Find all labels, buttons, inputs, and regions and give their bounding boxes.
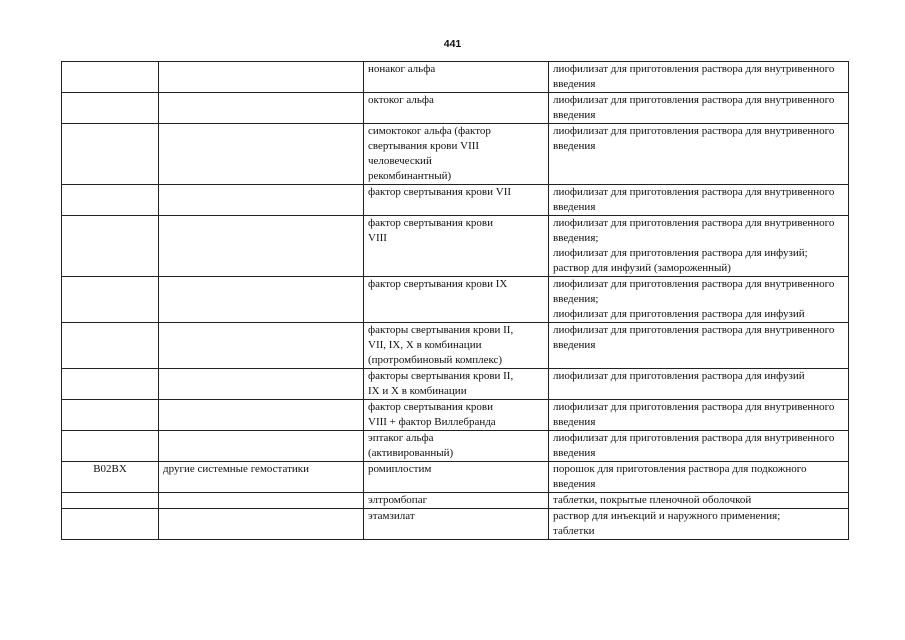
group-name-cell <box>159 509 364 540</box>
atc-code-cell <box>62 124 159 185</box>
dosage-form-cell: лиофилизат для приготовления раствора для внутривенного введения <box>549 323 849 369</box>
dosage-form-cell: лиофилизат для приготовления раствора для внутривенного введения <box>549 62 849 93</box>
atc-code-cell <box>62 185 159 216</box>
atc-code-cell <box>62 323 159 369</box>
table-row <box>62 323 849 369</box>
table-row <box>62 369 849 400</box>
atc-code-cell <box>62 369 159 400</box>
drug-table <box>61 61 849 540</box>
table-row <box>62 493 849 509</box>
group-name-cell <box>159 124 364 185</box>
drug-name-cell: эптаког альфа (активированный) <box>364 431 549 462</box>
drug-name-cell: фактор свертывания крови VII <box>364 185 549 216</box>
dosage-form-cell: лиофилизат для приготовления раствора для внутривенного введения <box>549 185 849 216</box>
table-row <box>62 509 849 540</box>
atc-code-cell <box>62 62 159 93</box>
atc-code-cell <box>62 400 159 431</box>
atc-code-cell <box>62 493 159 509</box>
atc-code-cell <box>62 277 159 323</box>
dosage-form-cell: раствор для инъекций и наружного применения; таблетки <box>549 509 849 540</box>
table-row <box>62 216 849 277</box>
dosage-form-cell: лиофилизат для приготовления раствора для внутривенного введения <box>549 400 849 431</box>
table-row <box>62 462 849 493</box>
dosage-form-cell: лиофилизат для приготовления раствора для внутривенного введения; лиофилизат для приготовления раствора для инфузий <box>549 277 849 323</box>
group-name-cell <box>159 277 364 323</box>
group-name-cell <box>159 369 364 400</box>
group-name-cell <box>159 62 364 93</box>
drug-name-cell: фактор свертывания крови VIII <box>364 216 549 277</box>
dosage-form-cell: лиофилизат для приготовления раствора для внутривенного введения; лиофилизат для приготовления раствора для инфузий; раствор для инфузий (замороженный) <box>549 216 849 277</box>
drug-name-cell: факторы свертывания крови II, VII, IX, X в комбинации (протромбиновый комплекс) <box>364 323 549 369</box>
group-name-cell <box>159 216 364 277</box>
drug-name-cell: элтромбопаг <box>364 493 549 509</box>
table-row <box>62 277 849 323</box>
group-name-cell <box>159 323 364 369</box>
dosage-form-cell: лиофилизат для приготовления раствора для инфузий <box>549 369 849 400</box>
atc-code-cell <box>62 216 159 277</box>
drug-name-cell: ромиплостим <box>364 462 549 493</box>
drug-name-cell: этамзилат <box>364 509 549 540</box>
group-name-cell <box>159 431 364 462</box>
atc-code-cell <box>62 93 159 124</box>
group-name-cell <box>159 185 364 216</box>
table-row <box>62 185 849 216</box>
drug-name-cell: октоког альфа <box>364 93 549 124</box>
atc-code-cell <box>62 431 159 462</box>
atc-code-cell: B02BX <box>62 462 159 493</box>
group-name-cell: другие системные гемостатики <box>159 462 364 493</box>
drug-name-cell: факторы свертывания крови II, IX и X в комбинации <box>364 369 549 400</box>
table-row <box>62 93 849 124</box>
page-number: 441 <box>443 38 462 50</box>
dosage-form-cell: порошок для приготовления раствора для подкожного введения <box>549 462 849 493</box>
atc-code-cell <box>62 509 159 540</box>
table-body <box>62 62 849 540</box>
dosage-form-cell: лиофилизат для приготовления раствора для внутривенного введения <box>549 431 849 462</box>
dosage-form-cell: лиофилизат для приготовления раствора для внутривенного введения <box>549 124 849 185</box>
group-name-cell <box>159 93 364 124</box>
drug-name-cell: нонаког альфа <box>364 62 549 93</box>
group-name-cell <box>159 400 364 431</box>
table-row <box>62 124 849 185</box>
group-name-cell <box>159 493 364 509</box>
table-row <box>62 400 849 431</box>
drug-name-cell: фактор свертывания крови IX <box>364 277 549 323</box>
dosage-form-cell: лиофилизат для приготовления раствора для внутривенного введения <box>549 93 849 124</box>
table-row <box>62 431 849 462</box>
table-row <box>62 62 849 93</box>
drug-name-cell: симоктоког альфа (фактор свертывания крови VIII человеческий рекомбинантный) <box>364 124 549 185</box>
dosage-form-cell: таблетки, покрытые пленочной оболочкой <box>549 493 849 509</box>
drug-name-cell: фактор свертывания крови VIII + фактор Виллебранда <box>364 400 549 431</box>
